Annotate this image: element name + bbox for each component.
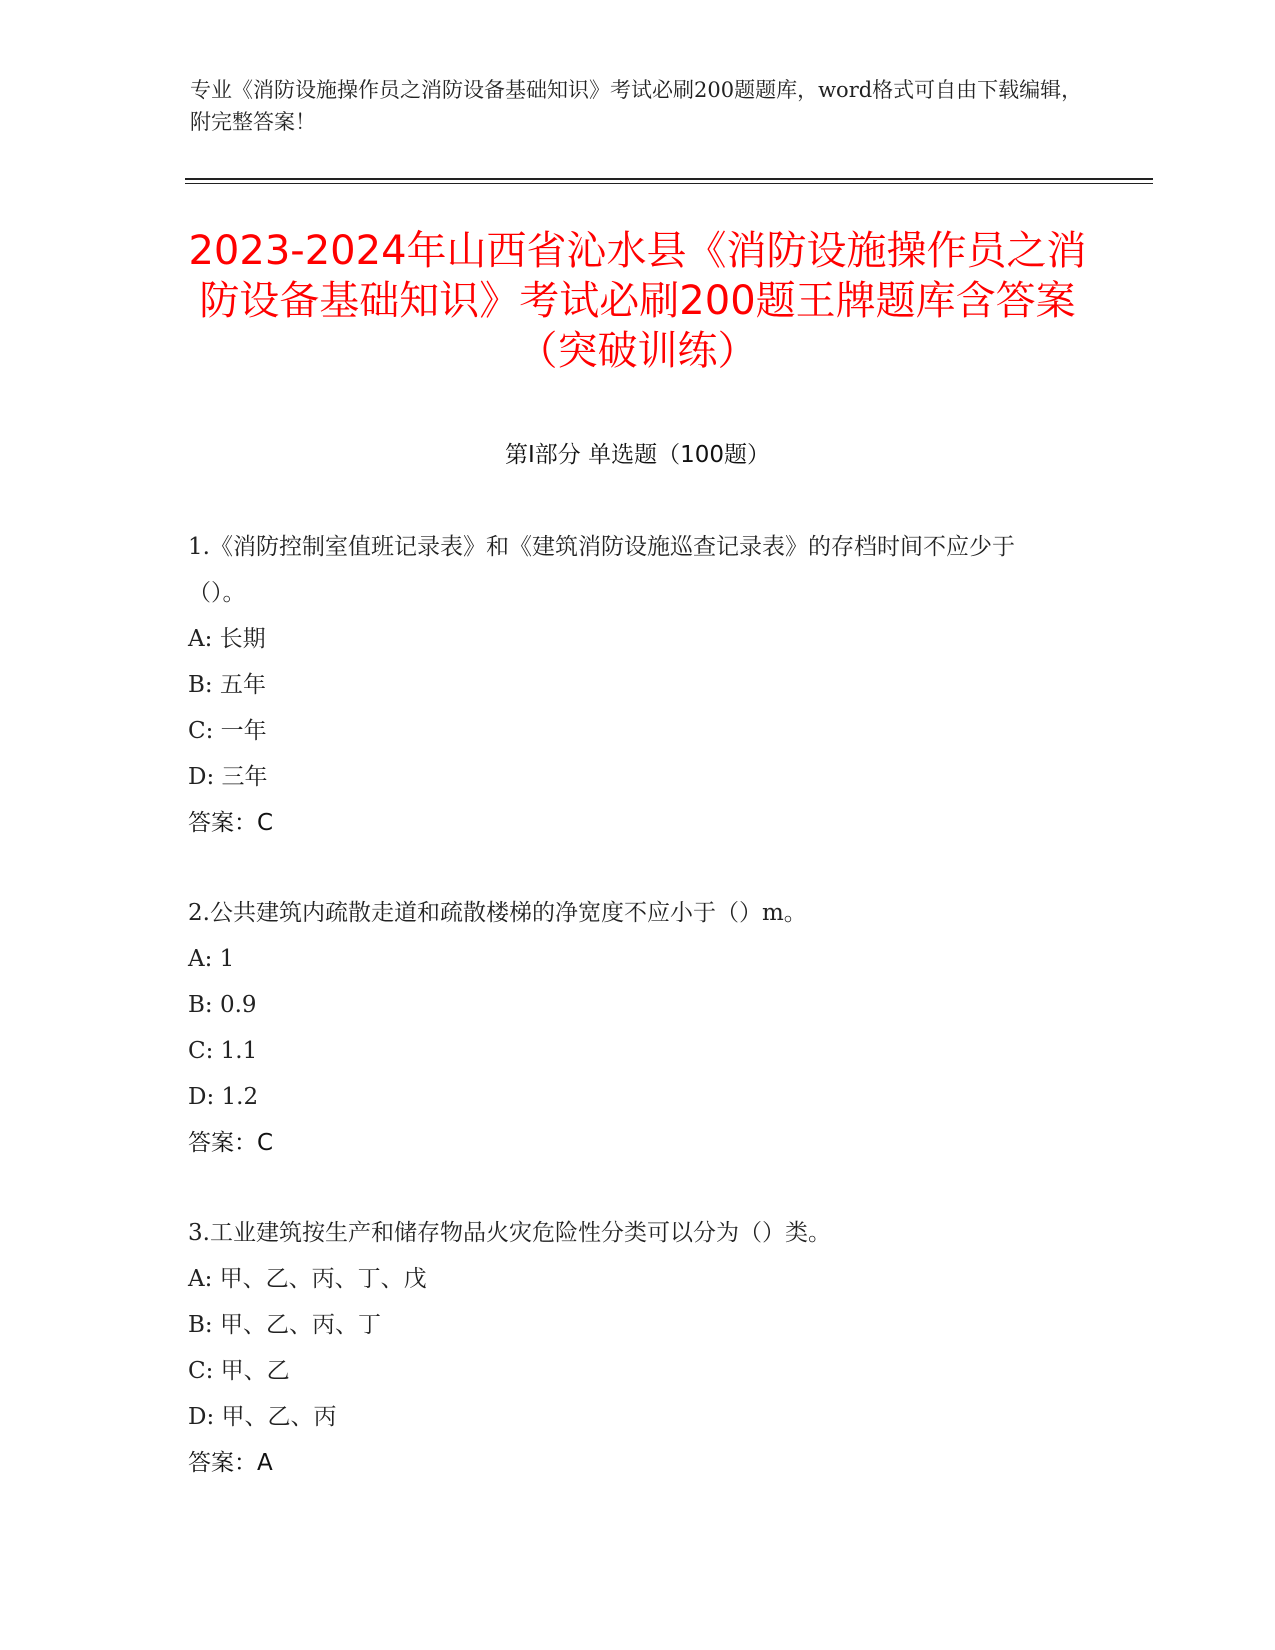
option-d: D: 三年 xyxy=(188,764,268,790)
question-item xyxy=(188,1210,1068,1486)
header-divider-thin xyxy=(185,183,1153,184)
option-b: B: 甲、乙、丙、丁 xyxy=(188,1312,381,1338)
option-c: C: 一年 xyxy=(188,718,267,744)
option-a: A: 甲、乙、丙、丁、戊 xyxy=(188,1266,427,1292)
question-item xyxy=(188,890,1068,1166)
option-a: A: 1 xyxy=(188,946,235,972)
document-title: 2023-2024年山西省沁水县《消防设施操作员之消防设备基础知识》考试必刷200题王牌题库含答案（突破训练） xyxy=(188,228,1087,374)
option-b: B: 0.9 xyxy=(188,992,257,1018)
question-stem: 2.公共建筑内疏散走道和疏散楼梯的净宽度不应小于（）m。 xyxy=(188,900,807,926)
header-note: 专业《消防设施操作员之消防设备基础知识》考试必刷200题题库，word格式可自由下载编辑，附完整答案！ xyxy=(190,78,1083,134)
option-b: B: 五年 xyxy=(188,672,266,698)
option-d: D: 甲、乙、丙 xyxy=(188,1404,337,1430)
option-a: A: 长期 xyxy=(188,626,266,652)
option-d: D: 1.2 xyxy=(188,1084,259,1110)
option-c: C: 甲、乙 xyxy=(188,1358,290,1384)
option-c: C: 1.1 xyxy=(188,1038,258,1064)
question-stem: 1.《消防控制室值班记录表》和《建筑消防设施巡查记录表》的存档时间不应少于（）。 xyxy=(188,534,1015,606)
header-divider xyxy=(185,178,1153,180)
question-item xyxy=(188,524,1068,846)
question-stem: 3.工业建筑按生产和储存物品火灾危险性分类可以分为（）类。 xyxy=(188,1220,831,1246)
answer-line: 答案：C xyxy=(188,1130,274,1156)
answer-line: 答案：C xyxy=(188,810,274,836)
answer-line: 答案：A xyxy=(188,1450,273,1476)
section-heading: 第Ⅰ部分 单选题（100题） xyxy=(505,442,770,468)
